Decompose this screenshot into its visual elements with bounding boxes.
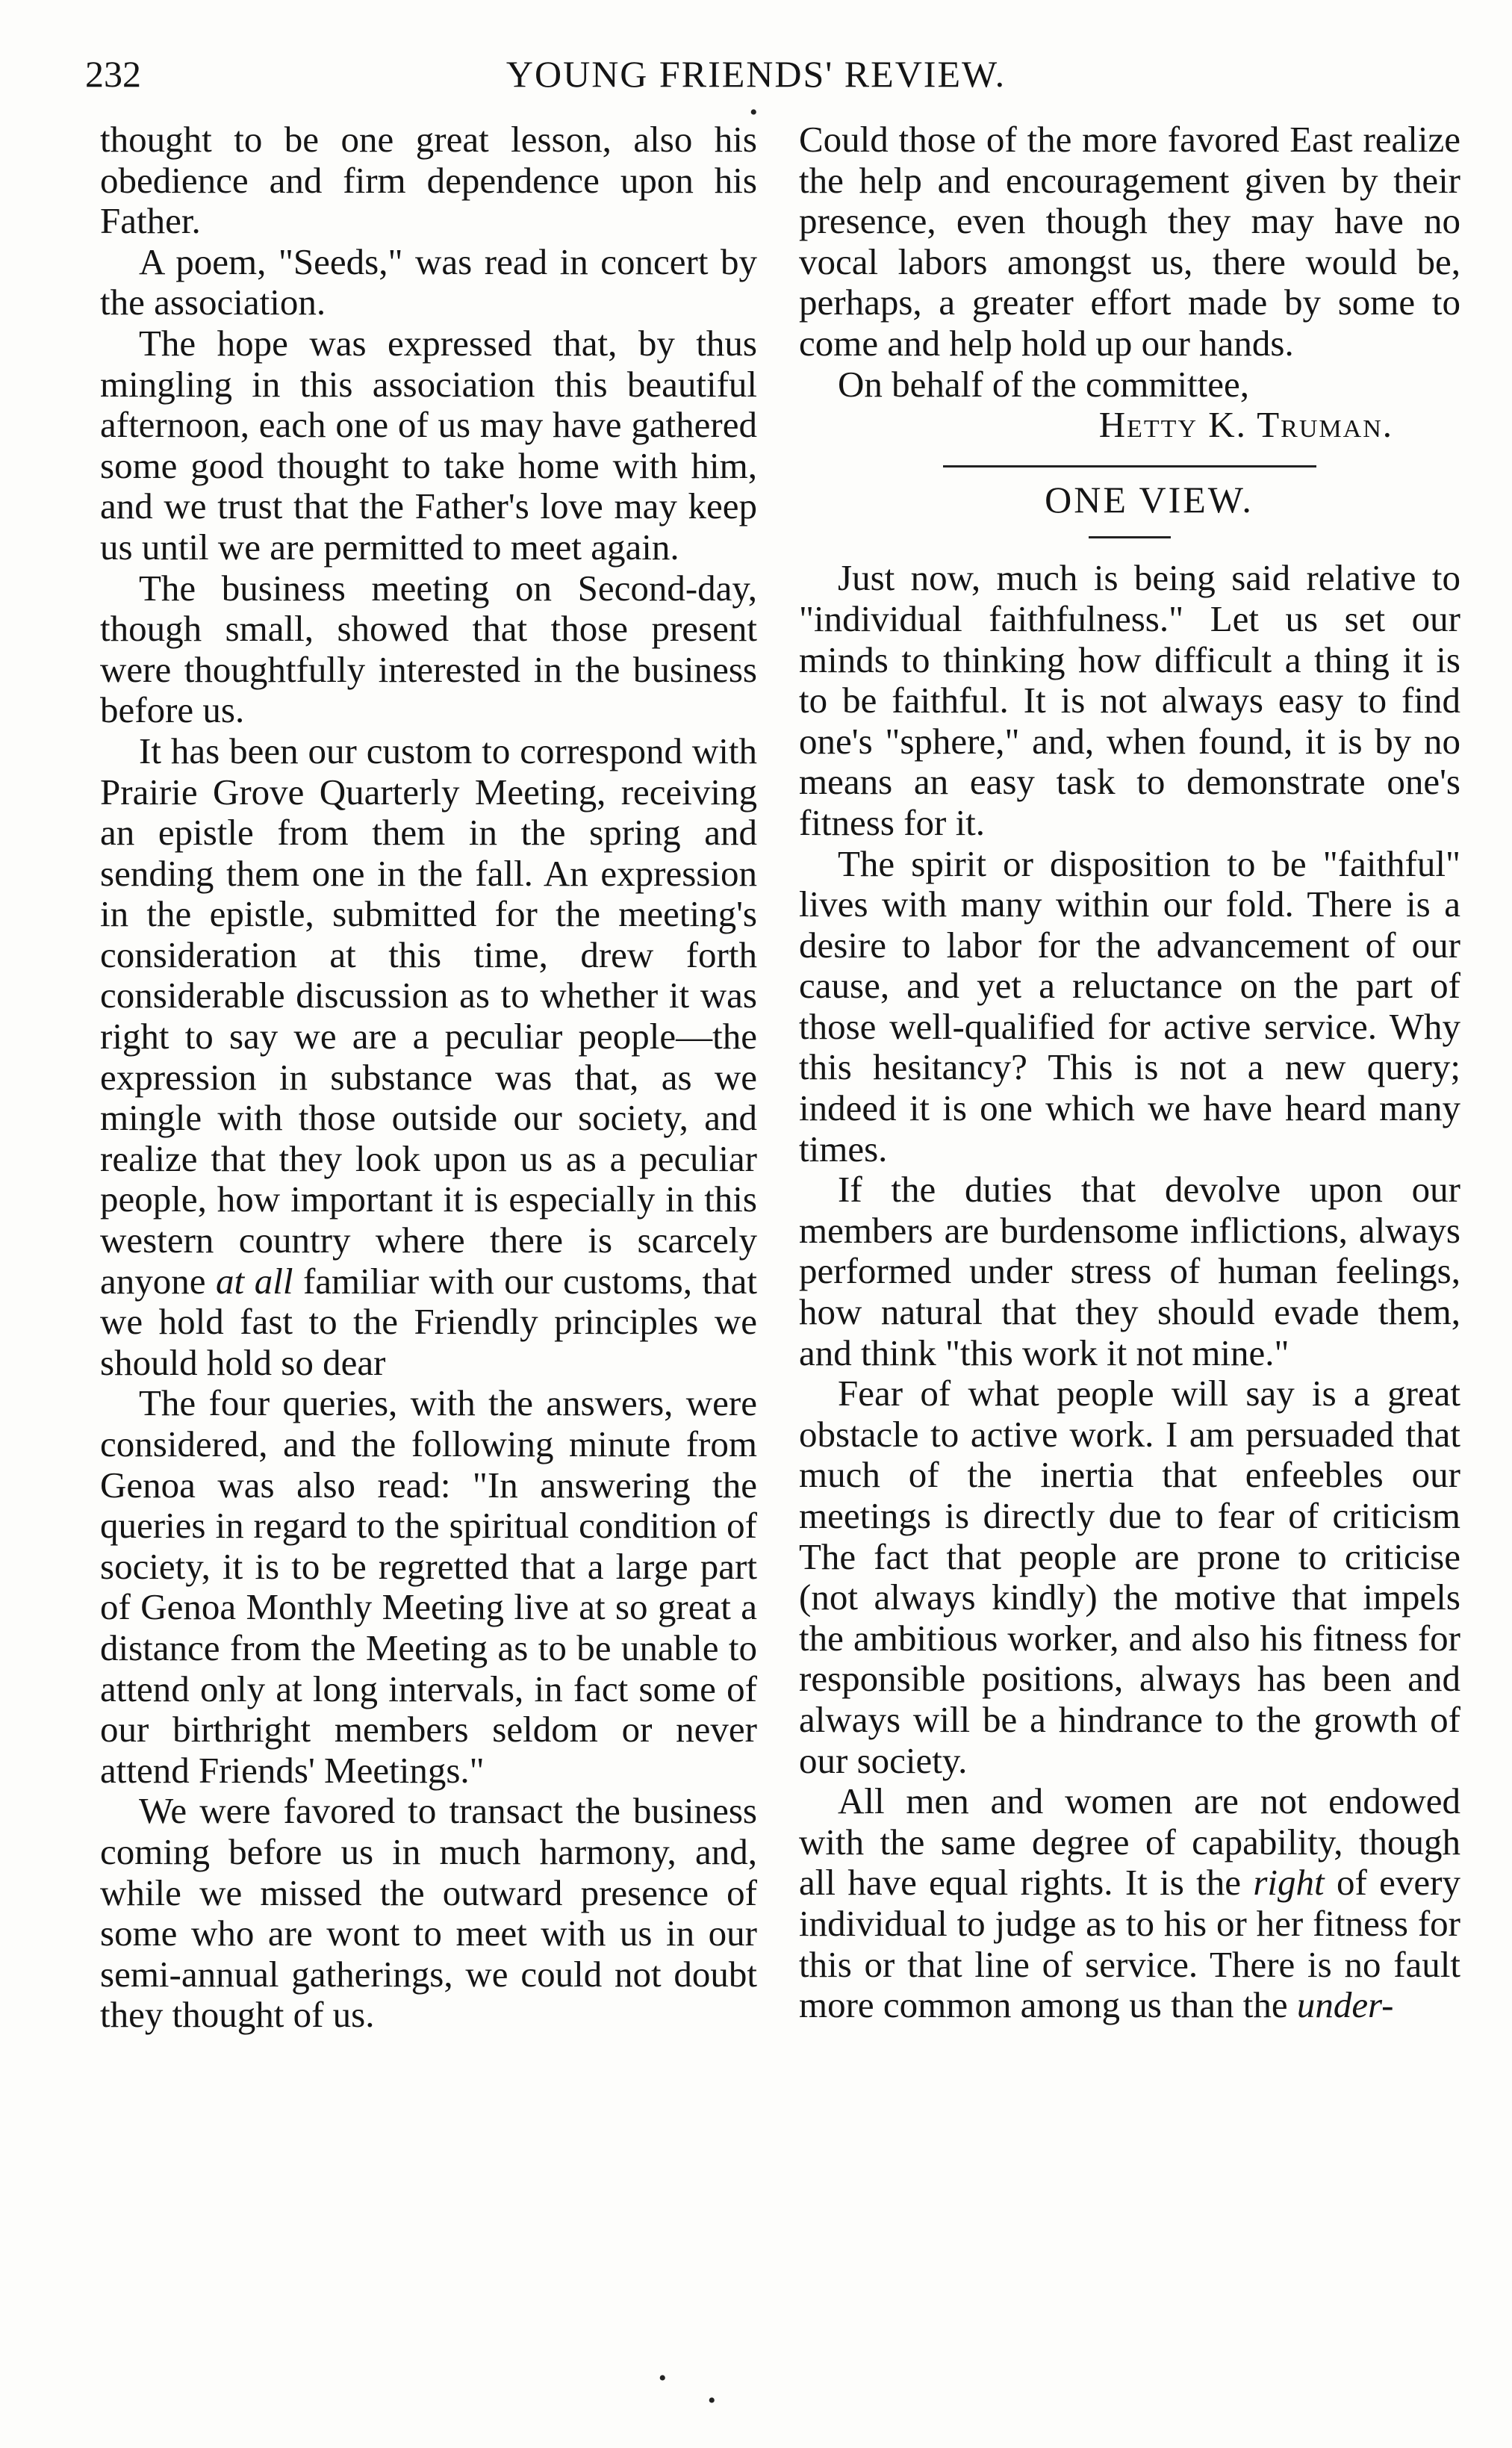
signoff-line: On behalf of the committee, — [838, 363, 1250, 405]
paragraph — [100, 731, 757, 1384]
left-column — [100, 119, 757, 2036]
section-divider — [943, 465, 1316, 467]
paragraph: Just now, much is being said relative to "individual faithfulness." Let us set our minds to thinking how difficult a thing it is to be faithful. It is not always easy to find one's "sphere," and, when found, it is by no means an easy task to demonstrate one's fitness for it. — [799, 557, 1460, 843]
paragraph-text: All men and women are not endowed with the same degree of capability, though all have equal rights. It is the — [799, 1780, 1460, 1904]
title-underline — [1089, 536, 1171, 538]
emphasis-text: under- — [1296, 1984, 1394, 2026]
paragraph: We were favored to transact the business coming before us in much harmony, and, while we missed the outward presence of some who are wont to meet with us in our semi-annual gatherings, we could not doubt they thought of us. — [100, 1790, 757, 2036]
header-ornament-dot: • — [750, 100, 758, 125]
right-column — [799, 119, 1460, 2026]
paragraph-text: It has been our custom to correspond with Prairie Grove Quarterly Meeting, receiving an epistle from them in the spring and sending them one in the fall. An expression in the epistle, submitted for the meeting's consideration at this time, drew forth considerable discussion as to whether it was right to say we are a peculiar people—the expression in substance was that, as we mingle with those outside our society, and realize that they look upon us as a peculiar people, how important it is especially in this western country where there is scarcely anyone — [100, 730, 757, 1302]
paragraph: A poem, "Seeds," was read in concert by the association. — [100, 240, 757, 323]
paragraph: The business meeting on Second-day, though small, showed that those present were thoughtfully interested in the business before us. — [100, 567, 757, 731]
emphasis-text: at all — [216, 1260, 293, 1302]
paragraph-text: of every individual to judge as to his or her fitness for this or that line of service. There is no fault more common among us than the — [799, 1862, 1460, 2026]
paragraph: The four queries, with the answers, were considered, and the following minute from Genoa was also read: "In answering the queries in regard to the spiritual condition of society, it is to be regretted that a large part of Genoa Monthly Meeting live at so great a distance from the Meeting as to be unable to attend only at long intervals, in fact some of our birthright members seldom or never attend Friends' Meetings." — [100, 1382, 757, 1791]
paragraph-text: familiar with our customs, that we hold fast to the Friendly principles we should hold so dear — [100, 1260, 758, 1383]
running-title: YOUNG FRIENDS' REVIEW. — [505, 53, 1007, 95]
page-number: 232 — [85, 53, 141, 95]
emphasis-text: right — [1253, 1862, 1325, 1904]
page-header — [0, 52, 1512, 105]
paragraph — [799, 1781, 1460, 2026]
paragraph: Could those of the more favored East realize the help and encouragement given by their presence, even though they may have no vocal labors amongst us, there would be, perhaps, a greater effort made by some to come and help hold up our hands. — [799, 119, 1460, 364]
paragraph: Fear of what people will say is a great obstacle to active work. I am persuaded that much of the inertia that enfeebles our meetings is directly due to fear of criticism The fact that people are prone to criticise (not always kindly) the motive that impels the ambitious worker, and also his fitness for responsible positions, always has been and always will be a hindrance to the growth of our society. — [799, 1373, 1460, 1781]
footer-ornament-dot: • — [659, 2366, 667, 2390]
paragraph: The spirit or disposition to be "faithful" lives with many within our fold. There is a desire to labor for the advancement of our cause, and yet a reluctance on the part of those well-qualified for active service. Why this hesitancy? This is not a new query; indeed it is one which we have heard many times. — [799, 842, 1460, 1169]
footer-ornament-dot: • — [708, 2388, 716, 2413]
section-title: ONE VIEW. — [1045, 478, 1254, 521]
paragraph: The hope was expressed that, by thus mingling in this association this beautiful afternoon, each one of us may have gathered some good thought to take home with him, and we trust that the Father's love may keep us until we are permitted to meet again. — [100, 322, 757, 568]
paragraph: If the duties that devolve upon our members are burdensome inflictions, always performed under stress of human feelings, how natural that they should evade them, and think "this work it not mine." — [799, 1169, 1460, 1373]
signature: Hetty K. Truman. — [1098, 404, 1393, 446]
paragraph: thought to be one great lesson, also his obedience and firm dependence upon his Father. — [100, 119, 757, 242]
